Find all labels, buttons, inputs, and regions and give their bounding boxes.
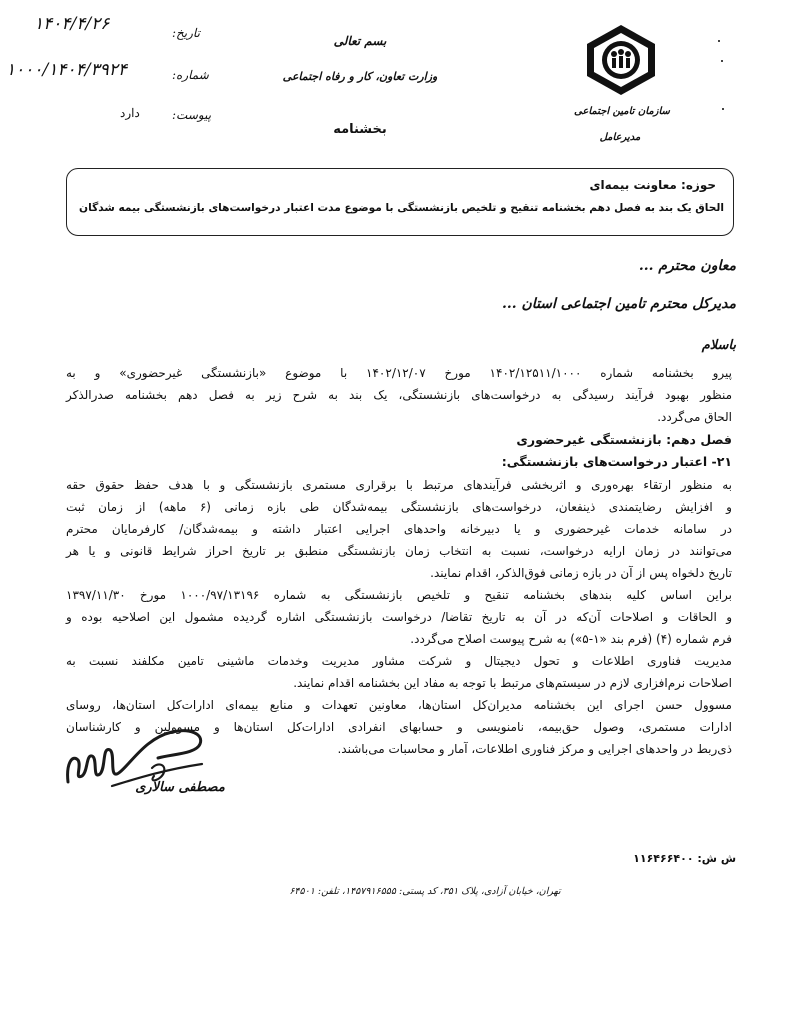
clause-paragraph [66,474,732,584]
chapter-title: فصل دهم: بازنشستگی غیرحضوری [516,432,732,447]
text-line: مسوول حسن اجرای این بخشنامه مدیران‌کل استان‌ها، معاونین تعهدات و منابع بیمه‌ای ادارات‌کل استان‌ها، روسای [66,698,732,712]
intro-paragraph [66,362,732,428]
doc-type-title: بخشنامه [333,122,387,137]
text-line: در سامانه خدمات غیرحضوری و یا دبیرخانه واحدهای اجرایی اعتبار داشته و بیمه‌شدگان/ کارفرمایان محترم [66,522,732,536]
text-line: منظور بهبود فرآیند رسیدگی به درخواست‌های بازنشستگی، یک بند به شرح زیر به فصل دهم بخشنامه صدرالذکر [66,388,732,402]
scan-speck [718,40,720,42]
attachment-value: دارد [120,106,140,120]
text-line: براین اساس کلیه بندهای بخشنامه تنقیح و تلخیص بازنشستگی به شماره ۱۰۰۰/۹۷/۱۳۱۹۶ مورخ ۱۳۹۷/۱۱/۳۰ [66,588,732,602]
recipient-2: مدیرکل محترم تامین اجتماعی استان ... [502,296,736,312]
number-value: ۱۰۰۰/۱۴۰۴/۳۹۲۴ [6,60,128,80]
subject-area: حوزه: معاونت بیمه‌ای [589,178,716,192]
date-label: تاریخ: [172,26,200,40]
text-line: می‌توانند در زمان ارایه درخواست، نسبت به انتخاب زمان بازنشستگی منطبق بر تاریخ احراز شرایط قانونی و یا هر [66,544,732,558]
text-line: اصلاحات نرم‌افزاری لازم در سیستم‌های مرتبط با توجه به مفاد این بخشنامه اقدام نمایند. [293,676,732,690]
text-line: و افزایش رضایتمندی ذینفعان، درخواست‌های بازنشستگی بیمه‌شدگان طی بازه زمانی (۶ ماهه) از زمان ثبت [66,500,732,514]
salutation: باسلام [701,338,736,353]
footer-address: تهران، خیابان آزادی، پلاک ۳۵۱، کد پستی: ۱۴۵۷۹۱۶۵۵۵، تلفن: ۶۴۵۰۱ [289,886,561,897]
recipient-1: معاون محترم ... [638,258,736,274]
text-line: پیرو بخشنامه شماره ۱۴۰۲/۱۲۵۱۱/۱۰۰۰ مورخ ۱۴۰۲/۱۲/۰۷ با موضوع «بازنشستگی غیرحضوری» و به [66,366,732,380]
ministry-name: وزارت تعاون، کار و رفاه اجتماعی [282,70,438,83]
scan-speck [722,108,724,110]
date-value: ۱۴۰۴/۴/۲۶ [34,14,110,34]
text-line: مدیریت فناوری اطلاعات و تحول دیجیتال و شرکت مشاور مدیریت وخدمات ماشینی تامین مکلفند نسبت به [66,654,732,668]
attachment-label: پیوست: [172,108,212,122]
subject-line: الحاق یک بند به فصل دهم بخشنامه تنقیح و تلخیص بازنشستگی با موضوع مدت اعتبار درخواست‌های بازنشستگی بیمه شدگان [79,202,724,214]
scan-speck [721,60,723,62]
footer-code: ش ش: ۱۱۶۴۶۶۴۰۰ [633,852,736,865]
org-logo-icon [582,22,660,98]
office-name: مدیرعامل [599,132,641,143]
text-line: و الحاقات و اصلاحات آن‌که در آن به تاریخ تقاضا/ درخواست بازنشستگی اشاره گردیده مشمول این اصلاحیه بوده و [66,610,732,624]
signatory-name: مصطفی سالاری [135,780,225,795]
clause-paragraph [66,650,732,694]
clause-paragraph [66,584,732,650]
bismillah: بسم تعالی [333,34,387,48]
clause-title: ۲۱- اعتبار درخواست‌های بازنشستگی: [501,454,732,469]
text-line: الحاق می‌گردد. [657,410,732,424]
org-name: سازمان تامین اجتماعی [574,106,670,117]
text-line: ادارات مستمری، وصول حق‌بیمه، نامنویسی و حسابهای انفرادی ادارات‌کل استان‌ها و مسوولین و کارشناسان [66,720,732,734]
text-line: تاریخ دلخواه پس از آن در بازه زمانی فوق‌الذکر، اقدام نمایند. [430,566,732,580]
text-line: فرم شماره (۴) (فرم بند «۱-۵») به شرح پیوست اصلاح می‌گردد. [410,632,732,646]
text-line: به منظور ارتقاء بهره‌وری و اثربخشی فرآیندهای مرتبط با برقراری مستمری بازنشستگی و با هدف حفظ حقوق حقه [66,478,732,492]
text-line: ذی‌ربط در واحدهای اجرایی و مرکز فناوری اطلاعات، آمار و محاسبات می‌باشند. [337,742,732,756]
number-label: شماره: [172,68,209,82]
